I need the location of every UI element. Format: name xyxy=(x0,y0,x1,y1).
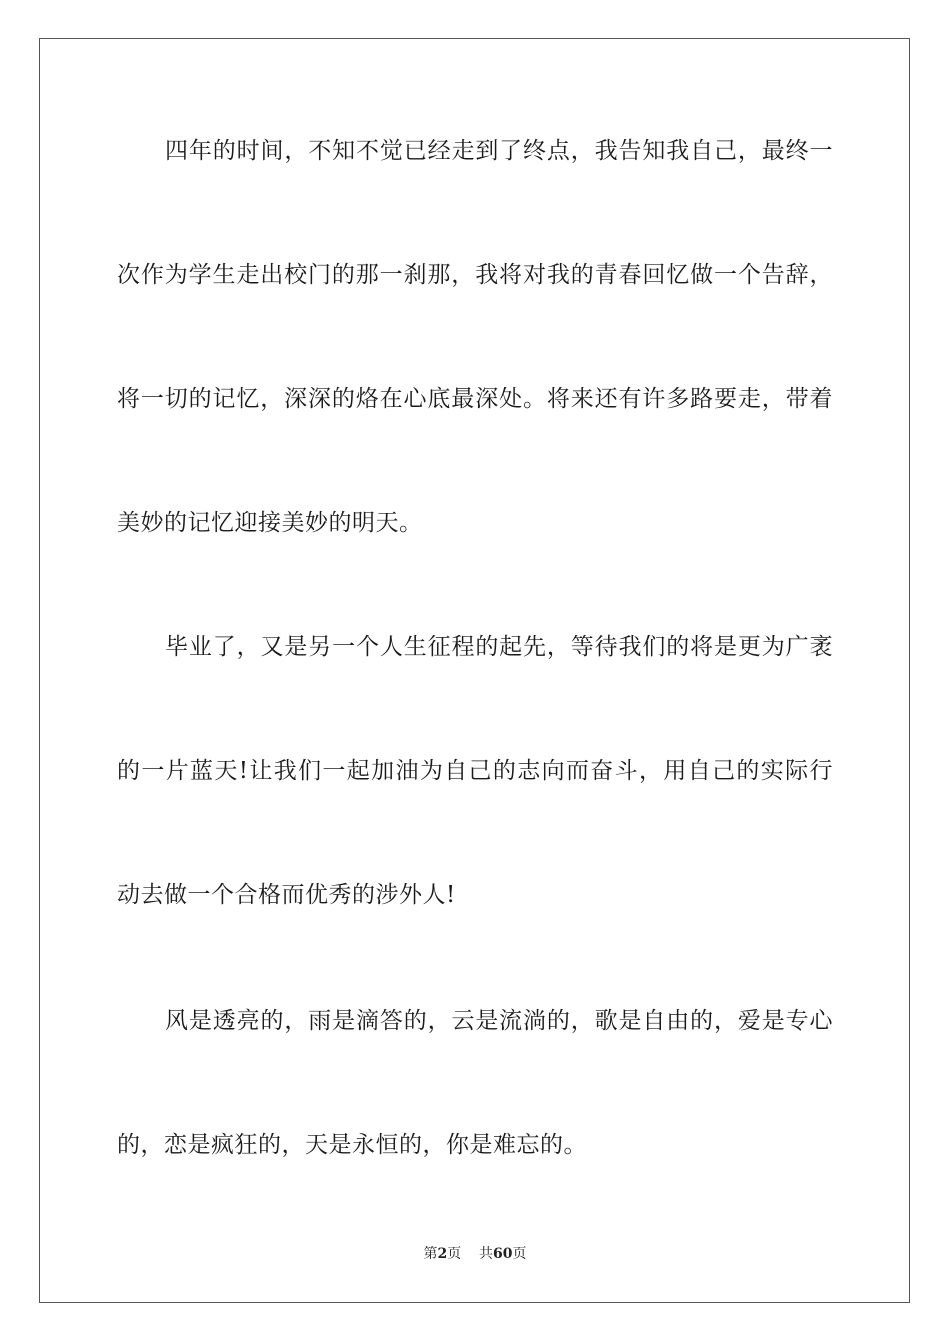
paragraph-1-line-4: 美妙的记忆迎接美妙的明天。 xyxy=(117,510,423,536)
page-border xyxy=(39,38,910,1303)
paragraph-2-line-2: 的一片蓝天!让我们一起加油为自己的志向而奋斗，用自己的实际行 xyxy=(117,758,833,784)
page-footer xyxy=(0,1245,950,1263)
footer-page-suffix: 页 xyxy=(447,1246,462,1262)
footer-page-prefix: 第 xyxy=(423,1246,438,1262)
paragraph-3-line-2: 的，恋是疯狂的，天是永恒的，你是难忘的。 xyxy=(117,1132,587,1158)
footer-total-number: 60 xyxy=(493,1246,513,1262)
paragraph-3-line-1: 风是透亮的，雨是滴答的，云是流淌的，歌是自由的，爱是专心 xyxy=(165,1008,833,1034)
paragraph-1-line-3: 将一切的记忆，深深的烙在心底最深处。将来还有许多路要走，带着 xyxy=(117,386,833,412)
paragraph-2-line-3: 动去做一个合格而优秀的涉外人! xyxy=(117,882,456,908)
footer-total-suffix: 页 xyxy=(512,1246,527,1262)
footer-page-number: 2 xyxy=(437,1246,448,1262)
footer-total-prefix: 共 xyxy=(479,1246,494,1262)
paragraph-2-line-1: 毕业了，又是另一个人生征程的起先，等待我们的将是更为广袤 xyxy=(165,634,833,660)
paragraph-1-line-2: 次作为学生走出校门的那一刹那，我将对我的青春回忆做一个告辞， xyxy=(117,262,833,288)
paragraph-1-line-1: 四年的时间，不知不觉已经走到了终点，我告知我自己，最终一 xyxy=(165,138,833,164)
